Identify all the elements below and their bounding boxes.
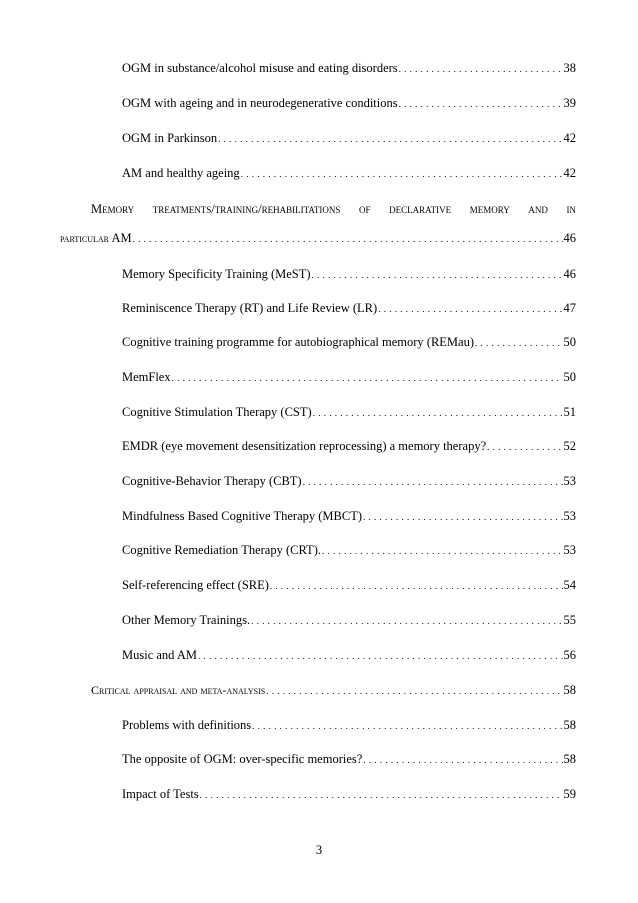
toc-entry-page: 58 [563,752,576,766]
toc-entry-page: 53 [563,543,576,557]
toc-entry-title: AM and healthy ageing [122,166,240,180]
toc-entry[interactable] [122,508,576,525]
toc-entry[interactable] [122,165,576,182]
toc-leader-dots [322,543,563,559]
toc-entry[interactable] [122,300,576,317]
toc-entry-page: 59 [563,787,576,801]
toc-entry-page: 51 [563,405,576,419]
toc-leader-dots [252,718,562,734]
toc-leader-dots [363,752,562,768]
toc-leader-dots [198,648,563,664]
toc-entry-title: Cognitive Stimulation Therapy (CST) [122,405,312,419]
toc-entry-title: OGM with ageing and in neurodegenerative conditions [122,96,398,110]
toc-leader-dots [303,474,563,490]
toc-section-heading[interactable] [91,682,576,699]
toc-leader-dots [313,405,563,421]
toc-leader-dots [133,231,563,247]
toc-leader-dots [270,578,563,594]
heading-word: and [528,202,548,216]
toc-entry[interactable] [122,473,576,490]
toc-entry[interactable] [122,369,576,386]
heading-word: memory [469,202,510,216]
toc-entry-title: EMDR (eye movement desensitization reprocessing) a memory therapy? [122,439,487,453]
heading-word: of [359,202,371,216]
toc-entry-title: Impact of Tests [122,787,199,801]
toc-entry-page: 52 [563,439,576,453]
toc-entry-title: Cognitive training programme for autobiographical memory (REMau) [122,335,474,349]
toc-entry[interactable] [122,334,576,351]
toc-leader-dots [363,509,562,525]
heading-word: Memory [91,202,135,216]
toc-entry[interactable] [122,751,576,768]
toc-entry[interactable] [122,612,576,629]
toc-entry-page: 53 [563,509,576,523]
toc-leader-dots [312,267,563,283]
toc-entry-page: 38 [563,61,576,75]
toc-entry-title: Critical appraisal and meta-analysis [91,683,266,697]
toc-entry-title: The opposite of OGM: over-specific memories? [122,752,363,766]
heading-prefix: particular [60,231,110,245]
toc-entry-page: 50 [563,370,576,384]
toc-section-heading-line2[interactable] [60,230,576,247]
toc-entry-title: Cognitive-Behavior Therapy (CBT) [122,474,302,488]
toc-entry-page: 50 [563,335,576,349]
toc-leader-dots [475,335,563,351]
toc-leader-dots [200,787,563,803]
heading-word: treatments/training/rehabilitations [152,202,341,216]
toc-entry-title: Mindfulness Based Cognitive Therapy (MBCT) [122,509,363,523]
heading-word: in [566,202,576,216]
toc-entry-title: Problems with definitions [122,718,252,732]
toc-leader-dots [266,683,562,699]
toc-entry-page: 46 [563,231,576,245]
toc-entry-page: 42 [563,166,576,180]
toc-entry[interactable] [122,542,576,559]
toc-entry-title: Reminiscence Therapy (RT) and Life Review (LR) [122,301,378,315]
toc-leader-dots [487,439,562,455]
toc-entry[interactable] [122,717,576,734]
toc-entry[interactable] [122,130,576,147]
toc-entry-page: 54 [563,578,576,592]
toc-entry-title: OGM in Parkinson [122,131,218,145]
toc-entry-page: 58 [563,683,576,697]
toc-entry-page: 55 [563,613,576,627]
page-number: 3 [315,843,323,857]
heading-suffix: AM [111,231,132,245]
toc-entry-title: Music and AM [122,648,197,662]
toc-entry-title: OGM in substance/alcohol misuse and eating disorders [122,61,398,75]
toc-entry-page: 42 [563,131,576,145]
heading-word: declarative [389,202,452,216]
toc-entry[interactable] [122,438,576,455]
toc-entry-page: 46 [563,267,576,281]
toc-entry-title [60,230,132,246]
toc-entry-title: MemFlex [122,370,171,384]
toc-entry-page: 58 [563,718,576,732]
toc-entry[interactable] [122,786,576,803]
toc-entry-title: Other Memory Trainings. [122,613,251,627]
toc-entry[interactable] [122,95,576,112]
toc-leader-dots [218,131,562,147]
toc-entry-title: Cognitive Remediation Therapy (CRT). [122,543,321,557]
toc-leader-dots [378,301,562,317]
toc-entry-title: Memory Specificity Training (MeST) [122,267,311,281]
toc-entry[interactable] [122,266,576,283]
toc-entry[interactable] [122,404,576,421]
toc-entry[interactable] [122,647,576,664]
toc-entry-page: 56 [563,648,576,662]
toc-leader-dots [241,166,563,182]
toc-section-heading-line1[interactable] [91,201,576,217]
toc-leader-dots [251,613,562,629]
toc-entry-title: Self-referencing effect (SRE) [122,578,269,592]
toc-leader-dots [399,96,563,112]
toc-leader-dots [399,61,563,77]
toc-entry-page: 47 [563,301,576,315]
toc-entry-page: 39 [563,96,576,110]
toc-leader-dots [172,370,563,386]
toc-entry[interactable] [122,577,576,594]
toc-entry[interactable] [122,60,576,77]
toc-entry-page: 53 [563,474,576,488]
